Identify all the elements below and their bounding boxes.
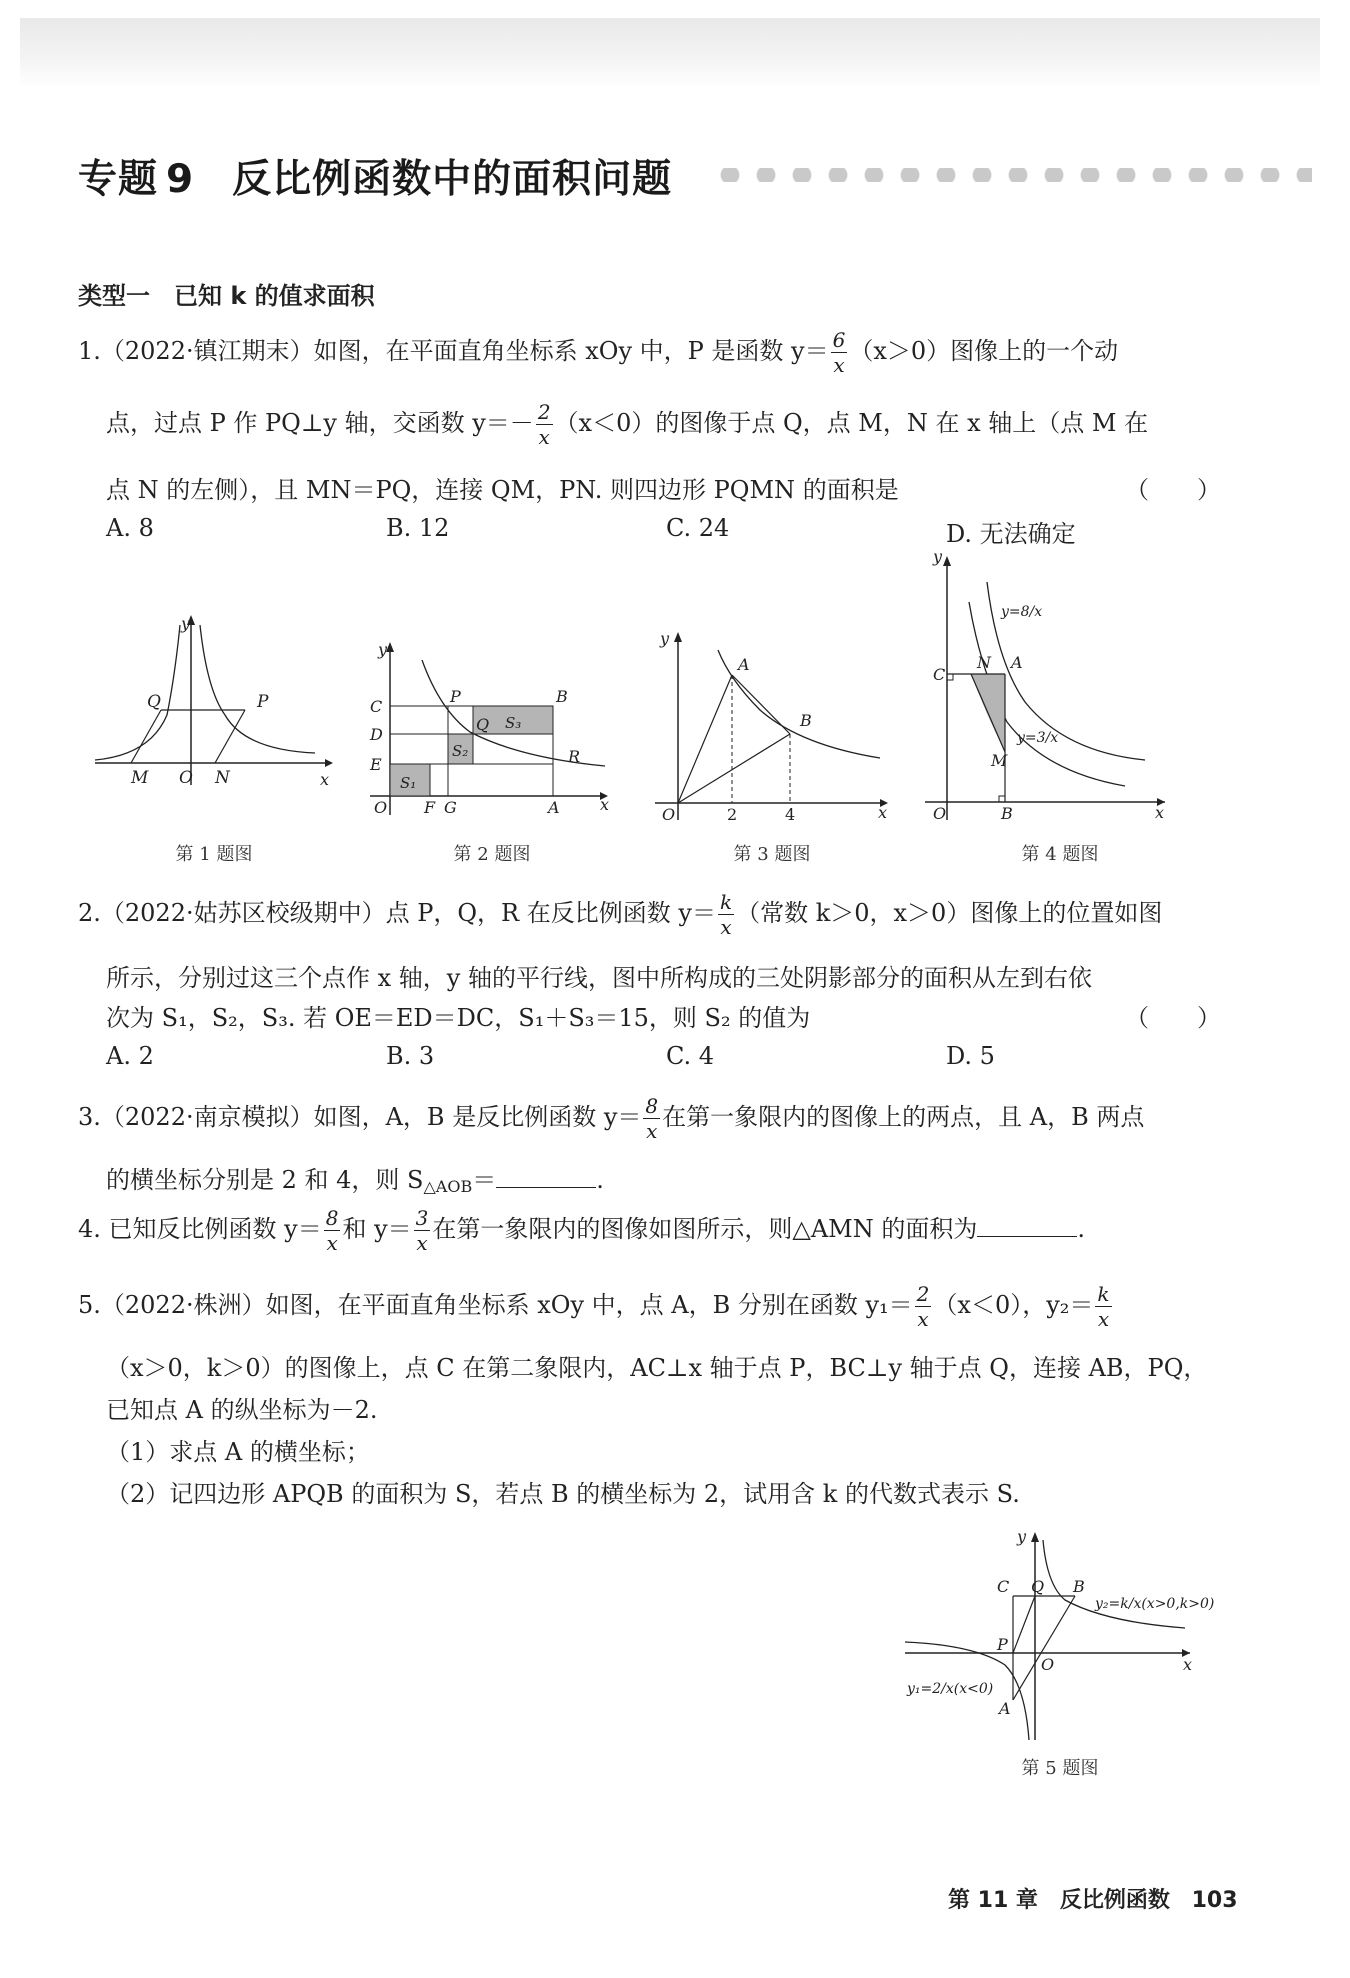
fig5-label-o: O [1041, 1655, 1055, 1674]
fig3-tick-2: 2 [727, 805, 738, 824]
page-number: 103 [1191, 1888, 1238, 1913]
q4-fraction-1: $\frac{8}{x}$ [325, 1206, 339, 1255]
q5-part-1: （1）求点 A 的横坐标； [106, 1438, 370, 1466]
fig2-label-c: C [370, 697, 383, 716]
fig3-label-a: A [738, 655, 750, 674]
q2-line-2: 所示，分别过这三个点作 x 轴，y 轴的平行线，图中所构成的三处阴影部分的面积从左到右依 [106, 964, 1092, 992]
fig4-y-label: y [933, 547, 943, 566]
q1-option-c: C. 24 [666, 514, 730, 542]
q3-fraction: $\frac{8}{x}$ [645, 1094, 659, 1143]
fig4-x-label: x [1155, 803, 1165, 822]
q5-fraction-1: $\frac{2}{x}$ [916, 1282, 930, 1331]
q5-fraction-2: $\frac{k}{x}$ [1097, 1282, 1110, 1331]
q5-line-3: 已知点 A 的纵坐标为－2. [106, 1396, 378, 1424]
fig2-y-label: y [378, 640, 388, 659]
q1-answer-paren: （ ） [1125, 476, 1221, 504]
q3-answer-blank[interactable] [496, 1167, 596, 1188]
page-footer [948, 1883, 1238, 1914]
fig4-curve-label-1: y=8/x [1001, 604, 1043, 620]
fig2-label-a: A [548, 798, 560, 817]
q1-option-d: D. 无法确定 [946, 520, 1076, 548]
fig4-label-m: M [991, 751, 1008, 770]
figure-2-caption: 第 2 题图 [453, 844, 531, 865]
q1-line-3: 点 N 的左侧），且 MN＝PQ，连接 QM，PN. 则四边形 PQMN 的面积是 [106, 476, 899, 504]
fig5-y-label: y [1017, 1527, 1027, 1546]
q1-line-1: 1.（2022·镇江期末）如图，在平面直角坐标系 xOy 中，P 是函数 y＝ $\frac{6}{x}$ （x＞0）图像上的一个动 [78, 328, 1119, 377]
figure-3-caption: 第 3 题图 [733, 844, 811, 865]
fig2-label-q: Q [476, 715, 490, 734]
q2-option-c: C. 4 [666, 1042, 715, 1070]
fig4-label-c: C [933, 665, 946, 684]
fig2-label-s2: S₂ [452, 742, 469, 760]
fig1-label-n: N [215, 768, 230, 788]
fig5-label-p: P [997, 1635, 1008, 1654]
scan-shadow [20, 18, 1320, 88]
figure-3 [650, 620, 890, 824]
fig5-label-q: Q [1031, 1577, 1045, 1596]
section-heading: 类型一 已知 k 的值求面积 [78, 282, 375, 310]
figure-4-caption: 第 4 题图 [1021, 844, 1099, 865]
fig2-label-e: E [370, 755, 382, 774]
fig1-label-o: O [179, 768, 193, 788]
title-dotted-decoration [712, 168, 1312, 182]
fig5-label-b: B [1073, 1577, 1085, 1596]
fig2-label-f: F [424, 798, 436, 817]
fig1-label-p: P [257, 692, 269, 712]
fig2-label-d: D [370, 725, 383, 744]
q1-fraction-2: $\frac{2}{x}$ [537, 400, 551, 449]
figure-5-caption: 第 5 题图 [1021, 1758, 1099, 1779]
q1-option-b: B. 12 [386, 514, 450, 542]
fig1-label-m: M [131, 768, 149, 788]
fig4-label-o: O [933, 804, 947, 823]
q2-option-a: A. 2 [106, 1042, 154, 1070]
fig2-label-s1: S₁ [400, 774, 417, 792]
fig2-label-p: P [450, 687, 461, 706]
fig2-label-s3: S₃ [505, 714, 522, 732]
q2-option-d: D. 5 [946, 1042, 995, 1070]
fig3-y-label: y [660, 629, 670, 648]
fig2-label-o: O [374, 798, 388, 817]
q1-line-2: 点，过点 P 作 PQ⊥y 轴，交函数 y＝－ $\frac{2}{x}$ （x＜0）的图像于点 Q，点 M，N 在 x 轴上（点 M 在 [106, 400, 1149, 449]
fig3-x-label: x [878, 803, 888, 822]
fig5-label-c: C [997, 1577, 1010, 1596]
q3-line-2: 的横坐标分别是 2 和 4，则 $S_{\triangle AOB}=$ . [106, 1166, 604, 1196]
q2-line-1: 2.（2022·姑苏区校级期中）点 P，Q，R 在反比例函数 y＝ $\frac{k}{x}$ （常数 k＞0，x＞0）图像上的位置如图 [78, 890, 1163, 939]
q5-part-2: （2）记四边形 APQB 的面积为 S，若点 B 的横坐标为 2，试用含 k 的代数式表示 S. [106, 1480, 1020, 1508]
q4-fraction-2: $\frac{3}{x}$ [415, 1206, 429, 1255]
footer-chapter: 第 11 章 反比例函数 [948, 1888, 1170, 1913]
fig1-x-label: x [320, 770, 330, 789]
figure-1 [95, 615, 335, 795]
fig5-curve-label-y2: y₂=k/x(x>0,k>0) [1095, 1596, 1215, 1612]
q3-line-1: 3.（2022·南京模拟）如图，A，B 是反比例函数 y＝ $\frac{8}{x}$ 在第一象限内的图像上的两点，且 A，B 两点 [78, 1094, 1145, 1143]
fig5-x-label: x [1183, 1655, 1193, 1674]
fig5-label-a: A [999, 1699, 1011, 1718]
fig3-tick-4: 4 [785, 805, 796, 824]
fig4-label-a: A [1011, 653, 1023, 672]
figure-4 [925, 547, 1165, 823]
fig4-label-n: N [977, 653, 991, 672]
figure-2 [360, 640, 610, 830]
fig5-curve-label-y1: y₁=2/x(x<0) [907, 1681, 994, 1697]
fig1-label-q: Q [147, 692, 161, 712]
fig4-curve-label-2: y=3/x [1017, 730, 1059, 746]
fig3-label-o: O [662, 805, 676, 824]
fig2-label-g: G [444, 798, 457, 817]
q1-option-a: A. 8 [106, 514, 154, 542]
q2-option-b: B. 3 [386, 1042, 435, 1070]
q2-line-3: 次为 S₁，S₂，S₃. 若 OE＝ED＝DC，S₁＋S₃＝15，则 S₂ 的值为 [106, 1004, 811, 1032]
fig2-label-b: B [556, 687, 568, 706]
q5-line-2: （x＞0，k＞0）的图像上，点 C 在第二象限内，AC⊥x 轴于点 P，BC⊥y 轴于点 Q，连接 AB，PQ， [106, 1354, 1208, 1382]
q5-line-1: 5.（2022·株洲）如图，在平面直角坐标系 xOy 中，点 A，B 分别在函数 y₁＝ $\frac{2}{x}$ （x＜0），y₂＝ $\frac{k}{x}$ [78, 1282, 1110, 1331]
q1-fraction-1: $\frac{6}{x}$ [832, 328, 846, 377]
fig4-label-b: B [1001, 804, 1013, 823]
q2-answer-paren: （ ） [1125, 1004, 1221, 1032]
fig2-label-r: R [568, 747, 581, 766]
fig3-label-b: B [800, 711, 812, 730]
figure-5 [905, 1527, 1215, 1740]
q4-line: 4. 已知反比例函数 y＝ $\frac{8}{x}$ 和 y＝ $\frac{3}{x}$ 在第一象限内的图像如图所示，则△AMN 的面积为 . [78, 1206, 1086, 1255]
q4-answer-blank[interactable] [977, 1216, 1077, 1237]
figure-1-caption: 第 1 题图 [175, 844, 253, 865]
page-title: 专题 9 反比例函数中的面积问题 [78, 157, 673, 202]
q2-fraction: $\frac{k}{x}$ [719, 890, 733, 939]
fig2-x-label: x [600, 795, 610, 814]
fig1-y-label: y [181, 614, 191, 633]
